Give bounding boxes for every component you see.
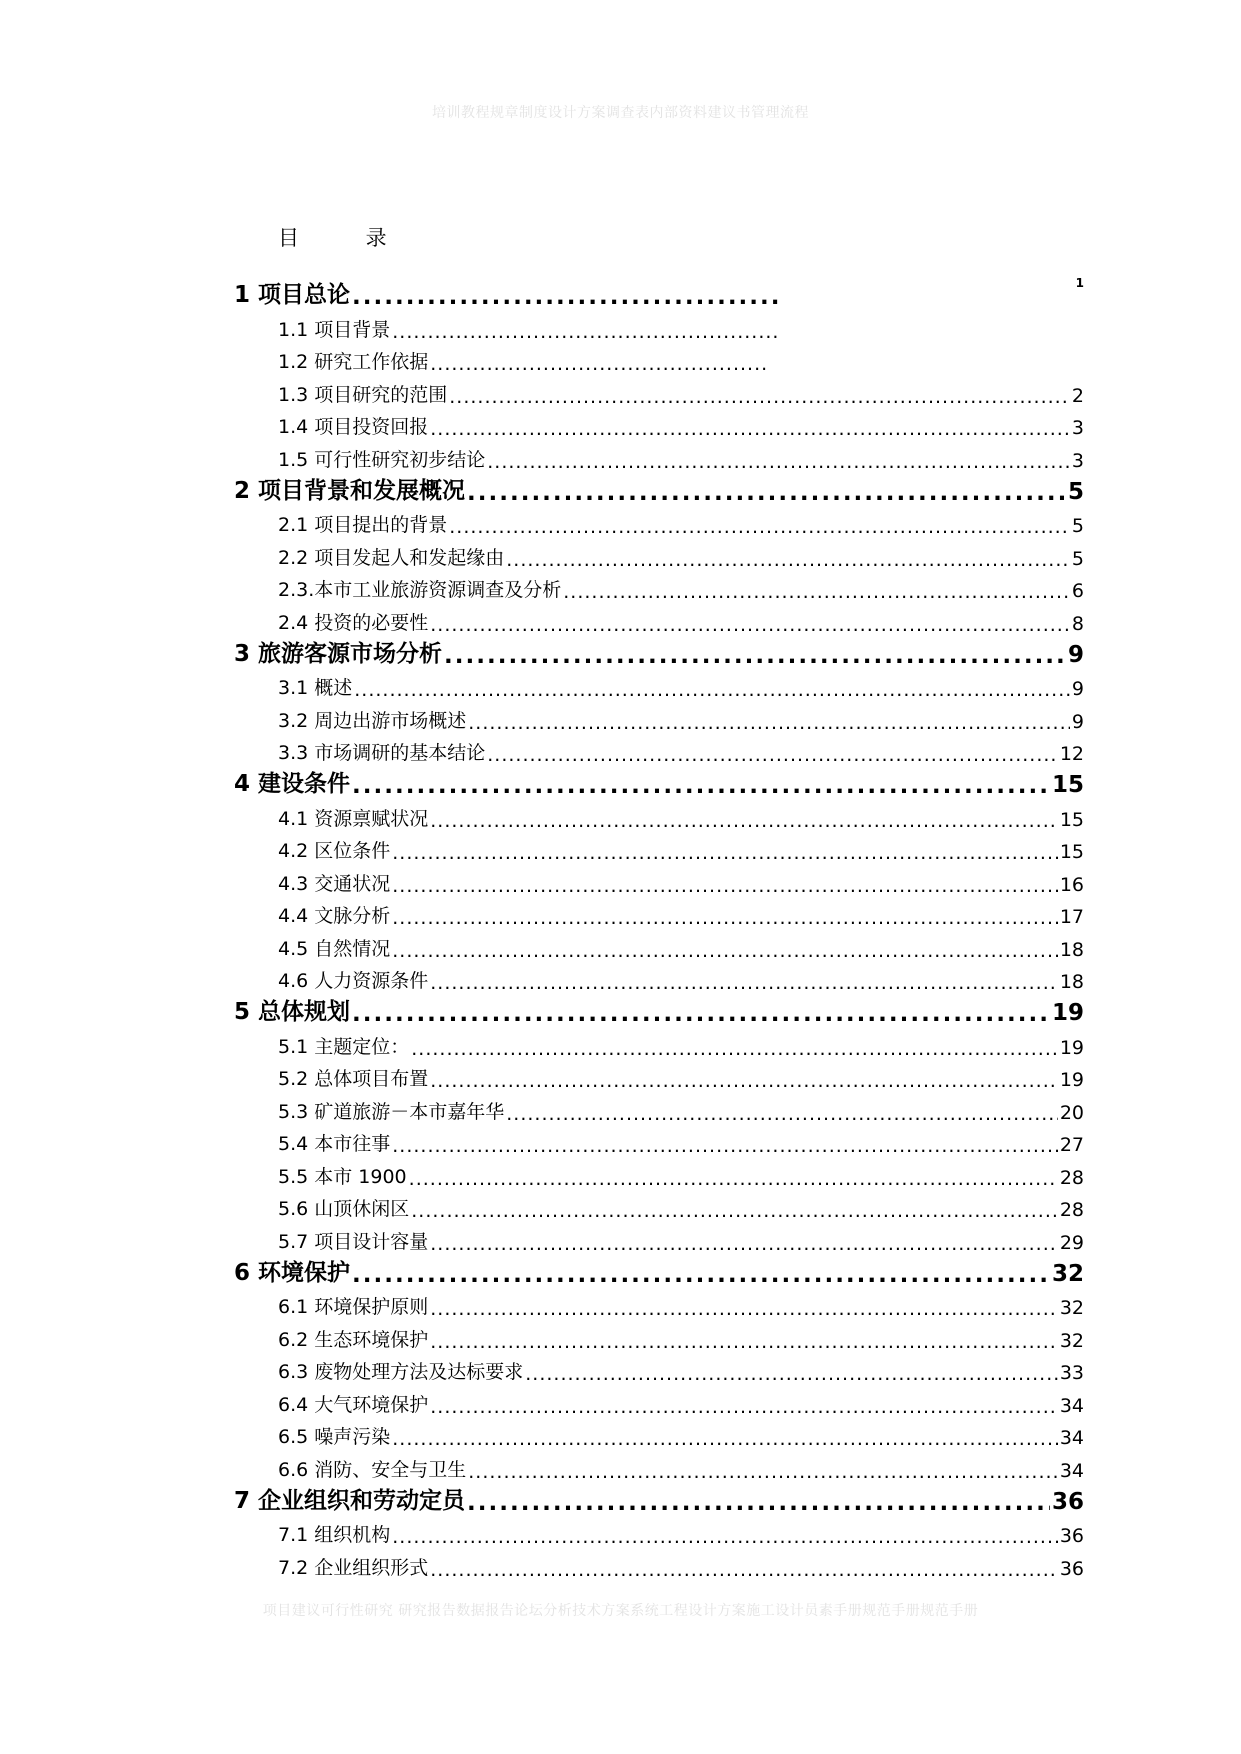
- toc-page-number: 8: [1071, 612, 1084, 635]
- toc-leader-dots: [392, 1137, 1058, 1156]
- toc-section-entry[interactable]: [234, 439, 1084, 472]
- toc-entry-label: 4 建设条件: [234, 771, 351, 797]
- toc-page-number: 1: [1075, 276, 1084, 290]
- toc-entry-label: 1.2 研究工作依据: [278, 351, 429, 373]
- toc-section-entry[interactable]: [234, 668, 1084, 701]
- toc-leader-dots: [411, 1040, 1058, 1059]
- toc-section-entry[interactable]: [234, 1221, 1084, 1254]
- toc-leader-dots: [352, 775, 1050, 798]
- toc-section-entry[interactable]: [234, 1384, 1084, 1417]
- toc-chapter-entry[interactable]: [234, 1254, 1084, 1287]
- toc-page-number: 34: [1059, 1427, 1084, 1449]
- toc-entry-label: 4.4 文脉分析: [278, 905, 391, 927]
- toc-page-number: 2: [1071, 384, 1084, 407]
- toc-section-entry[interactable]: [234, 700, 1084, 733]
- toc-page-number: 9: [1067, 641, 1084, 668]
- toc-section-entry[interactable]: [234, 733, 1084, 766]
- toc-section-entry[interactable]: [234, 407, 1084, 440]
- toc-page-number: 18: [1059, 938, 1084, 961]
- toc-entry-label: 3.1 概述: [278, 677, 353, 699]
- toc-entry-label: 7.1 组织机构: [278, 1524, 391, 1546]
- toc-entry-label: 2.4 投资的必要性: [278, 611, 429, 634]
- toc-entry-label: 5 总体规划: [234, 999, 351, 1025]
- toc-entry-label: 1.3 项目研究的范围: [278, 383, 448, 406]
- toc-section-entry[interactable]: [234, 798, 1084, 831]
- toc-page-number: 3: [1071, 449, 1084, 472]
- toc-leader-dots: [352, 286, 782, 309]
- toc-page-number: 32: [1051, 1260, 1084, 1287]
- toc-page-number: 36: [1051, 1488, 1084, 1515]
- toc-leader-dots: [430, 1333, 1058, 1352]
- toc-page-number: 3: [1071, 417, 1084, 439]
- toc-entry-label: 3.2 周边出游市场概述: [278, 709, 467, 732]
- toc-section-entry[interactable]: [234, 309, 1084, 342]
- toc-section-entry[interactable]: [234, 570, 1084, 603]
- toc-chapter-entry[interactable]: [234, 993, 1084, 1026]
- toc-leader-dots: [352, 1003, 1050, 1026]
- toc-entry-label: 2.2 项目发起人和发起缘由: [278, 546, 505, 569]
- toc-page-number: 29: [1059, 1231, 1084, 1254]
- toc-leader-dots: [506, 551, 1070, 570]
- toc-entry-label: 4.3 交通状况: [278, 872, 391, 895]
- toc-page-number: 18: [1059, 971, 1084, 993]
- toc-entry-label: 3 旅游客源市场分析: [234, 640, 443, 667]
- toc-section-entry[interactable]: [234, 1026, 1084, 1059]
- toc-page-number: 33: [1059, 1362, 1084, 1384]
- toc-leader-dots: [392, 877, 1058, 896]
- footer-watermark: 项目建议可行性研究 研究报告数据报告论坛分析技术方案系统工程设计方案施工设计员素手册规范手册规范手册: [262, 1603, 979, 1619]
- toc-page-number: 34: [1059, 1394, 1084, 1417]
- toc-entry-label: 6 环境保护: [234, 1259, 351, 1286]
- toc-chapter-entry[interactable]: [234, 1482, 1084, 1515]
- toc-chapter-entry[interactable]: [234, 765, 1084, 798]
- toc-entry-label: 7 企业组织和劳动定员: [234, 1487, 466, 1514]
- toc-leader-dots: [430, 974, 1058, 993]
- toc-section-entry[interactable]: [234, 1059, 1084, 1092]
- toc-leader-dots: [468, 714, 1070, 733]
- toc-section-entry[interactable]: [234, 831, 1084, 864]
- toc-leader-dots: [430, 1398, 1058, 1417]
- toc-section-entry[interactable]: [234, 602, 1084, 635]
- toc-page-number: 32: [1059, 1329, 1084, 1352]
- toc-leader-dots: [430, 1561, 1058, 1580]
- toc-page-number: 15: [1059, 808, 1084, 831]
- toc-leader-dots: [430, 1235, 1058, 1254]
- toc-entry-label: 1 项目总论: [234, 282, 351, 308]
- toc-entry-label: 1.4 项目投资回报: [278, 416, 429, 438]
- toc-page-number: 28: [1059, 1199, 1084, 1221]
- toc-chapter-entry[interactable]: [234, 472, 1084, 505]
- toc-page-number: 19: [1059, 1069, 1084, 1091]
- toc-leader-dots: [444, 645, 1066, 668]
- toc-entry-label: 6.6 消防、安全与卫生: [278, 1458, 467, 1481]
- toc-leader-dots: [352, 1264, 1050, 1287]
- toc-entry-label: 4.2 区位条件: [278, 840, 391, 862]
- toc-section-entry[interactable]: [234, 961, 1084, 994]
- toc-entry-label: 2.3.本市工业旅游资源调查及分析: [278, 579, 562, 601]
- toc-page-number: 5: [1071, 547, 1084, 570]
- toc-entry-label: 5.3 矿道旅游－本市嘉年华: [278, 1100, 505, 1123]
- toc-leader-dots: [430, 616, 1070, 635]
- toc-leader-dots: [409, 1170, 1058, 1189]
- toc-section-entry[interactable]: [234, 1515, 1084, 1548]
- toc-section-entry[interactable]: [234, 1319, 1084, 1352]
- toc-chapter-entry[interactable]: [234, 276, 1084, 309]
- toc-page-number: 15: [1059, 841, 1084, 863]
- toc-section-entry[interactable]: [234, 1417, 1084, 1450]
- toc-entry-label: 7.2 企业组织形式: [278, 1556, 429, 1579]
- toc-section-entry[interactable]: [234, 863, 1084, 896]
- toc-leader-dots: [563, 583, 1070, 602]
- toc-section-entry[interactable]: [234, 1189, 1084, 1222]
- table-of-contents: [234, 276, 1084, 1580]
- toc-section-entry[interactable]: [234, 537, 1084, 570]
- toc-leader-dots: [430, 420, 1070, 439]
- toc-page-number: 36: [1059, 1557, 1084, 1580]
- toc-leader-dots: [487, 746, 1058, 765]
- toc-title: 目 录: [278, 226, 417, 250]
- toc-entry-label: 6.2 生态环境保护: [278, 1328, 429, 1351]
- toc-page-number: 12: [1059, 743, 1084, 765]
- toc-section-entry[interactable]: [234, 374, 1084, 407]
- toc-entry-label: 4.1 资源禀赋状况: [278, 807, 429, 830]
- toc-leader-dots: [525, 1365, 1058, 1384]
- toc-section-entry[interactable]: [234, 1156, 1084, 1189]
- toc-leader-dots: [392, 942, 1058, 961]
- toc-entry-label: 5.4 本市往事: [278, 1133, 391, 1155]
- toc-leader-dots: [392, 323, 778, 342]
- toc-leader-dots: [449, 388, 1070, 407]
- toc-page-number: 16: [1059, 873, 1084, 896]
- toc-page-number: 28: [1059, 1166, 1084, 1189]
- toc-page-number: 36: [1059, 1525, 1084, 1547]
- toc-leader-dots: [467, 1492, 1050, 1515]
- toc-entry-label: 1.1 项目背景: [278, 318, 391, 341]
- toc-chapter-entry[interactable]: [234, 635, 1084, 668]
- toc-section-entry[interactable]: [234, 505, 1084, 538]
- toc-section-entry[interactable]: [234, 1287, 1084, 1320]
- toc-entry-label: 1.5 可行性研究初步结论: [278, 448, 486, 471]
- toc-section-entry[interactable]: [234, 928, 1084, 961]
- toc-page-number: 17: [1059, 906, 1084, 928]
- toc-section-entry[interactable]: [234, 1449, 1084, 1482]
- toc-section-entry[interactable]: [234, 1547, 1084, 1580]
- toc-leader-dots: [430, 1300, 1058, 1319]
- toc-page-number: 5: [1071, 515, 1084, 537]
- toc-section-entry[interactable]: [234, 1124, 1084, 1157]
- toc-leader-dots: [467, 482, 1066, 505]
- toc-leader-dots: [392, 1430, 1058, 1449]
- toc-entry-label: 2 项目背景和发展概况: [234, 477, 466, 504]
- toc-page-number: 20: [1059, 1101, 1084, 1124]
- toc-leader-dots: [449, 518, 1070, 537]
- toc-leader-dots: [354, 681, 1070, 700]
- header-watermark: 培训教程规章制度设计方案调查表内部资料建议书管理流程: [432, 105, 809, 121]
- toc-section-entry[interactable]: [234, 896, 1084, 929]
- toc-entry-label: 3.3 市场调研的基本结论: [278, 742, 486, 764]
- toc-page-number: 19: [1051, 1000, 1084, 1026]
- toc-entry-label: 6.1 环境保护原则: [278, 1296, 429, 1318]
- toc-page-number: 6: [1071, 580, 1084, 602]
- toc-entry-label: 5.7 项目设计容量: [278, 1230, 429, 1253]
- toc-leader-dots: [392, 1528, 1058, 1547]
- toc-leader-dots: [468, 1463, 1058, 1482]
- toc-page-number: 9: [1071, 710, 1084, 733]
- toc-leader-dots: [430, 355, 766, 374]
- toc-section-entry[interactable]: [234, 1352, 1084, 1385]
- toc-entry-label: 2.1 项目提出的背景: [278, 514, 448, 536]
- toc-entry-label: 4.5 自然情况: [278, 937, 391, 960]
- toc-section-entry[interactable]: [234, 1091, 1084, 1124]
- toc-entry-label: 5.2 总体项目布置: [278, 1068, 429, 1090]
- toc-leader-dots: [392, 909, 1058, 928]
- toc-leader-dots: [411, 1202, 1058, 1221]
- toc-leader-dots: [487, 453, 1070, 472]
- toc-entry-label: 5.5 本市 1900: [278, 1165, 407, 1188]
- toc-page-number: 32: [1059, 1297, 1084, 1319]
- toc-entry-label: 6.3 废物处理方法及达标要求: [278, 1361, 524, 1383]
- toc-leader-dots: [430, 1072, 1058, 1091]
- toc-leader-dots: [506, 1105, 1058, 1124]
- toc-page-number: 27: [1059, 1134, 1084, 1156]
- toc-leader-dots: [392, 844, 1058, 863]
- toc-page-number: 15: [1051, 772, 1084, 798]
- toc-page-number: 19: [1059, 1036, 1084, 1059]
- toc-entry-label: 5.1 主题定位：: [278, 1035, 410, 1058]
- toc-entry-label: 6.5 噪声污染: [278, 1426, 391, 1448]
- toc-section-entry[interactable]: [234, 342, 1084, 375]
- toc-page-number: 34: [1059, 1459, 1084, 1482]
- toc-entry-label: 6.4 大气环境保护: [278, 1393, 429, 1416]
- toc-page-number: 5: [1067, 478, 1084, 505]
- toc-leader-dots: [430, 812, 1058, 831]
- toc-entry-label: 5.6 山顶休闲区: [278, 1198, 410, 1220]
- toc-page-number: 9: [1071, 678, 1084, 700]
- toc-entry-label: 4.6 人力资源条件: [278, 970, 429, 992]
